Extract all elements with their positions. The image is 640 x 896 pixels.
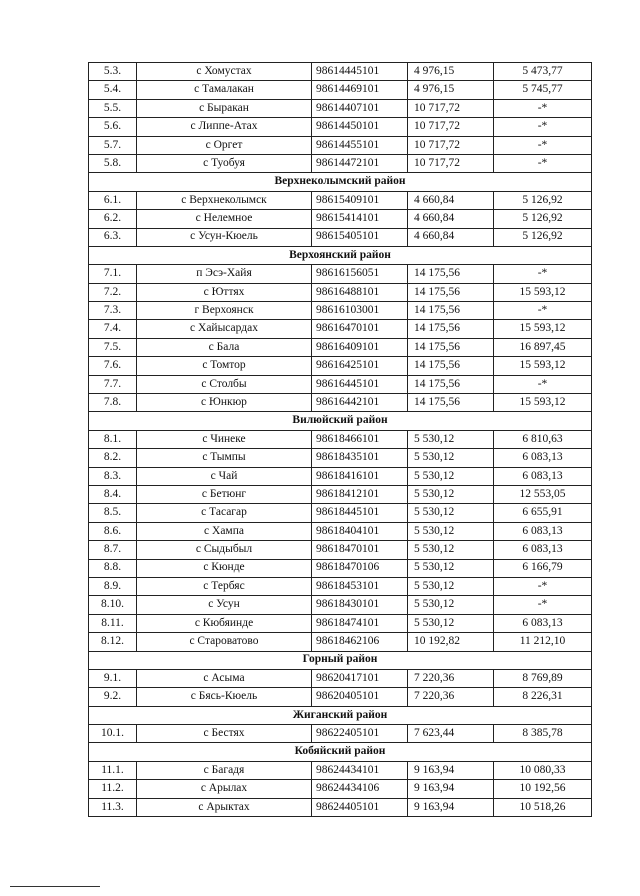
oktmo-code: 98616409101 <box>312 338 408 356</box>
tariff-value-1: 14 175,56 <box>408 338 494 356</box>
row-number: 8.6. <box>89 522 137 540</box>
tariff-value-2: 16 897,45 <box>494 338 592 356</box>
settlement-name: с Усун-Кюель <box>137 228 312 246</box>
table-row <box>89 191 592 209</box>
tariff-value-2: 5 126,92 <box>494 228 592 246</box>
district-name: Верхоянский район <box>89 246 592 264</box>
tariff-value-2: 6 810,63 <box>494 430 592 448</box>
tariff-value-2: -* <box>494 265 592 283</box>
row-number: 6.3. <box>89 228 137 246</box>
table-row <box>89 283 592 301</box>
row-number: 8.10. <box>89 596 137 614</box>
row-number: 7.7. <box>89 375 137 393</box>
row-number: 11.2. <box>89 780 137 798</box>
oktmo-code: 98614445101 <box>312 63 408 81</box>
oktmo-code: 98618412101 <box>312 485 408 503</box>
tariff-value-1: 5 530,12 <box>408 541 494 559</box>
oktmo-code: 98616442101 <box>312 394 408 412</box>
oktmo-code: 98618470101 <box>312 541 408 559</box>
tariff-value-1: 10 717,72 <box>408 136 494 154</box>
row-number: 5.8. <box>89 154 137 172</box>
tariff-value-1: 14 175,56 <box>408 265 494 283</box>
settlement-name: с Усун <box>137 596 312 614</box>
table-row <box>89 596 592 614</box>
oktmo-code: 98614407101 <box>312 99 408 117</box>
oktmo-code: 98618466101 <box>312 430 408 448</box>
table-row <box>89 302 592 320</box>
table-row <box>89 118 592 136</box>
tariff-value-2: -* <box>494 577 592 595</box>
settlement-name: с Сыдыбыл <box>137 541 312 559</box>
tariff-value-1: 10 717,72 <box>408 154 494 172</box>
tariff-value-2: 5 126,92 <box>494 191 592 209</box>
settlement-name: с Асыма <box>137 669 312 687</box>
tariff-value-2: 15 593,12 <box>494 357 592 375</box>
tariff-value-1: 14 175,56 <box>408 394 494 412</box>
table-row <box>89 522 592 540</box>
table-row <box>89 430 592 448</box>
oktmo-code: 98618435101 <box>312 449 408 467</box>
row-number: 5.4. <box>89 81 137 99</box>
table-row <box>89 559 592 577</box>
tariff-value-2: -* <box>494 596 592 614</box>
row-number: 5.3. <box>89 63 137 81</box>
oktmo-code: 98616425101 <box>312 357 408 375</box>
tariff-value-1: 5 530,12 <box>408 449 494 467</box>
table-row <box>89 81 592 99</box>
oktmo-code: 98615405101 <box>312 228 408 246</box>
table-body <box>89 63 592 817</box>
district-name: Вилюйский район <box>89 412 592 430</box>
table-row <box>89 320 592 338</box>
table-row <box>89 394 592 412</box>
tariff-value-2: 15 593,12 <box>494 394 592 412</box>
table-row <box>89 154 592 172</box>
tariff-value-2: 15 593,12 <box>494 283 592 301</box>
tariff-value-2: -* <box>494 302 592 320</box>
settlement-name: с Арыктах <box>137 798 312 816</box>
row-number: 8.7. <box>89 541 137 559</box>
table-row <box>89 504 592 522</box>
settlement-name: с Бетюнг <box>137 485 312 503</box>
table-row <box>89 725 592 743</box>
oktmo-code: 98616488101 <box>312 283 408 301</box>
oktmo-code: 98620417101 <box>312 669 408 687</box>
oktmo-code: 98614450101 <box>312 118 408 136</box>
settlement-name: с Арылах <box>137 780 312 798</box>
tariff-value-1: 14 175,56 <box>408 302 494 320</box>
oktmo-code: 98614472101 <box>312 154 408 172</box>
tariff-value-2: 10 080,33 <box>494 761 592 779</box>
tariff-value-1: 9 163,94 <box>408 798 494 816</box>
settlement-name: с Липпе-Атах <box>137 118 312 136</box>
settlement-name: с Верхнеколымск <box>137 191 312 209</box>
settlement-name: с Чай <box>137 467 312 485</box>
row-number: 7.8. <box>89 394 137 412</box>
settlement-name: с Столбы <box>137 375 312 393</box>
tariff-value-1: 5 530,12 <box>408 522 494 540</box>
row-number: 6.1. <box>89 191 137 209</box>
district-header-row <box>89 246 592 264</box>
oktmo-code: 98618453101 <box>312 577 408 595</box>
oktmo-code: 98618445101 <box>312 504 408 522</box>
row-number: 8.4. <box>89 485 137 503</box>
district-name: Жиганский район <box>89 706 592 724</box>
settlement-name: с Быракан <box>137 99 312 117</box>
tariff-value-2: -* <box>494 136 592 154</box>
settlement-name: с Тербяс <box>137 577 312 595</box>
tariff-value-2: 10 518,26 <box>494 798 592 816</box>
district-header-row <box>89 412 592 430</box>
table-row <box>89 798 592 816</box>
tariff-value-2: 5 745,77 <box>494 81 592 99</box>
tariff-value-2: 8 226,31 <box>494 688 592 706</box>
row-number: 5.5. <box>89 99 137 117</box>
table-row <box>89 136 592 154</box>
tariff-value-1: 4 660,84 <box>408 228 494 246</box>
tariff-value-1: 7 623,44 <box>408 725 494 743</box>
district-header-row <box>89 651 592 669</box>
oktmo-code: 98618474101 <box>312 614 408 632</box>
row-number: 5.6. <box>89 118 137 136</box>
tariff-value-2: 10 192,56 <box>494 780 592 798</box>
tariff-value-1: 7 220,36 <box>408 688 494 706</box>
table-row <box>89 99 592 117</box>
settlement-name: с Нелемное <box>137 210 312 228</box>
row-number: 7.2. <box>89 283 137 301</box>
oktmo-code: 98616470101 <box>312 320 408 338</box>
tariff-value-1: 5 530,12 <box>408 577 494 595</box>
tariff-value-2: 8 769,89 <box>494 669 592 687</box>
tariff-value-1: 4 976,15 <box>408 63 494 81</box>
oktmo-code: 98616445101 <box>312 375 408 393</box>
settlement-name: с Тасагар <box>137 504 312 522</box>
tariff-value-1: 5 530,12 <box>408 467 494 485</box>
settlement-name: с Юнкюр <box>137 394 312 412</box>
row-number: 11.3. <box>89 798 137 816</box>
row-number: 10.1. <box>89 725 137 743</box>
district-name: Горный район <box>89 651 592 669</box>
table-row <box>89 669 592 687</box>
row-number: 11.1. <box>89 761 137 779</box>
tariff-value-2: 12 553,05 <box>494 485 592 503</box>
tariff-value-1: 4 660,84 <box>408 191 494 209</box>
table-row <box>89 485 592 503</box>
table-row <box>89 614 592 632</box>
tariff-value-2: 5 126,92 <box>494 210 592 228</box>
settlement-name: с Бала <box>137 338 312 356</box>
oktmo-code: 98618416101 <box>312 467 408 485</box>
tariff-value-1: 5 530,12 <box>408 504 494 522</box>
tariff-value-1: 5 530,12 <box>408 559 494 577</box>
row-number: 7.3. <box>89 302 137 320</box>
tariff-value-2: 5 473,77 <box>494 63 592 81</box>
settlement-name: с Чинеке <box>137 430 312 448</box>
tariff-value-1: 5 530,12 <box>408 485 494 503</box>
oktmo-code: 98624434101 <box>312 761 408 779</box>
settlement-name: с Бестях <box>137 725 312 743</box>
table-row <box>89 375 592 393</box>
tariff-value-2: 6 083,13 <box>494 614 592 632</box>
row-number: 7.1. <box>89 265 137 283</box>
oktmo-code: 98624405101 <box>312 798 408 816</box>
tariff-value-1: 4 976,15 <box>408 81 494 99</box>
tariff-value-1: 7 220,36 <box>408 669 494 687</box>
table-row <box>89 577 592 595</box>
tariff-value-1: 4 660,84 <box>408 210 494 228</box>
table-row <box>89 449 592 467</box>
tariff-value-2: 11 212,10 <box>494 633 592 651</box>
oktmo-code: 98624434106 <box>312 780 408 798</box>
oktmo-code: 98618404101 <box>312 522 408 540</box>
row-number: 7.6. <box>89 357 137 375</box>
settlement-name: с Хайысардах <box>137 320 312 338</box>
oktmo-code: 98618430101 <box>312 596 408 614</box>
district-name: Верхнеколымский район <box>89 173 592 191</box>
row-number: 5.7. <box>89 136 137 154</box>
tariff-value-1: 14 175,56 <box>408 283 494 301</box>
oktmo-code: 98614469101 <box>312 81 408 99</box>
tariff-table <box>88 62 592 817</box>
table-row <box>89 265 592 283</box>
tariff-value-2: 6 083,13 <box>494 541 592 559</box>
tariff-value-1: 5 530,12 <box>408 596 494 614</box>
settlement-name: с Багадя <box>137 761 312 779</box>
settlement-name: п Эсэ-Хайя <box>137 265 312 283</box>
tariff-value-1: 9 163,94 <box>408 780 494 798</box>
settlement-name: с Тымпы <box>137 449 312 467</box>
table-row <box>89 633 592 651</box>
settlement-name: с Кюбяинде <box>137 614 312 632</box>
tariff-value-2: 6 083,13 <box>494 467 592 485</box>
settlement-name: с Бясь-Кюель <box>137 688 312 706</box>
oktmo-code: 98620405101 <box>312 688 408 706</box>
row-number: 8.3. <box>89 467 137 485</box>
tariff-value-2: -* <box>494 375 592 393</box>
table-row <box>89 228 592 246</box>
row-number: 8.9. <box>89 577 137 595</box>
tariff-value-1: 10 717,72 <box>408 118 494 136</box>
row-number: 6.2. <box>89 210 137 228</box>
row-number: 8.5. <box>89 504 137 522</box>
tariff-value-2: -* <box>494 154 592 172</box>
row-number: 9.2. <box>89 688 137 706</box>
tariff-value-1: 10 717,72 <box>408 99 494 117</box>
oktmo-code: 98618470106 <box>312 559 408 577</box>
footnote-separator <box>10 886 100 887</box>
tariff-value-1: 14 175,56 <box>408 375 494 393</box>
tariff-value-2: 15 593,12 <box>494 320 592 338</box>
tariff-value-1: 5 530,12 <box>408 614 494 632</box>
oktmo-code: 98616156051 <box>312 265 408 283</box>
settlement-name: с Староватово <box>137 633 312 651</box>
table-row <box>89 357 592 375</box>
row-number: 8.1. <box>89 430 137 448</box>
table-row <box>89 210 592 228</box>
table-row <box>89 761 592 779</box>
settlement-name: с Тамалакан <box>137 81 312 99</box>
row-number: 7.5. <box>89 338 137 356</box>
tariff-value-2: 6 083,13 <box>494 449 592 467</box>
oktmo-code: 98616103001 <box>312 302 408 320</box>
tariff-value-2: 6 083,13 <box>494 522 592 540</box>
tariff-value-1: 10 192,82 <box>408 633 494 651</box>
settlement-name: г Верхоянск <box>137 302 312 320</box>
table-row <box>89 541 592 559</box>
settlement-name: с Томтор <box>137 357 312 375</box>
table-row <box>89 780 592 798</box>
settlement-name: с Кюнде <box>137 559 312 577</box>
tariff-value-2: -* <box>494 99 592 117</box>
district-header-row <box>89 743 592 761</box>
row-number: 8.12. <box>89 633 137 651</box>
settlement-name: с Хомустах <box>137 63 312 81</box>
table-row <box>89 338 592 356</box>
oktmo-code: 98618462106 <box>312 633 408 651</box>
settlement-name: с Хампа <box>137 522 312 540</box>
row-number: 8.8. <box>89 559 137 577</box>
oktmo-code: 98622405101 <box>312 725 408 743</box>
oktmo-code: 98614455101 <box>312 136 408 154</box>
district-header-row <box>89 706 592 724</box>
district-header-row <box>89 173 592 191</box>
row-number: 8.11. <box>89 614 137 632</box>
tariff-value-2: 6 655,91 <box>494 504 592 522</box>
row-number: 9.1. <box>89 669 137 687</box>
tariff-value-2: 6 166,79 <box>494 559 592 577</box>
settlement-name: с Туобуя <box>137 154 312 172</box>
tariff-value-1: 14 175,56 <box>408 357 494 375</box>
tariff-value-1: 14 175,56 <box>408 320 494 338</box>
tariff-value-1: 9 163,94 <box>408 761 494 779</box>
oktmo-code: 98615409101 <box>312 191 408 209</box>
tariff-value-2: -* <box>494 118 592 136</box>
row-number: 8.2. <box>89 449 137 467</box>
settlement-name: с Оргет <box>137 136 312 154</box>
district-name: Кобяйский район <box>89 743 592 761</box>
settlement-name: с Юттях <box>137 283 312 301</box>
oktmo-code: 98615414101 <box>312 210 408 228</box>
table-row <box>89 467 592 485</box>
row-number: 7.4. <box>89 320 137 338</box>
table-row <box>89 63 592 81</box>
table-row <box>89 688 592 706</box>
tariff-value-2: 8 385,78 <box>494 725 592 743</box>
tariff-value-1: 5 530,12 <box>408 430 494 448</box>
